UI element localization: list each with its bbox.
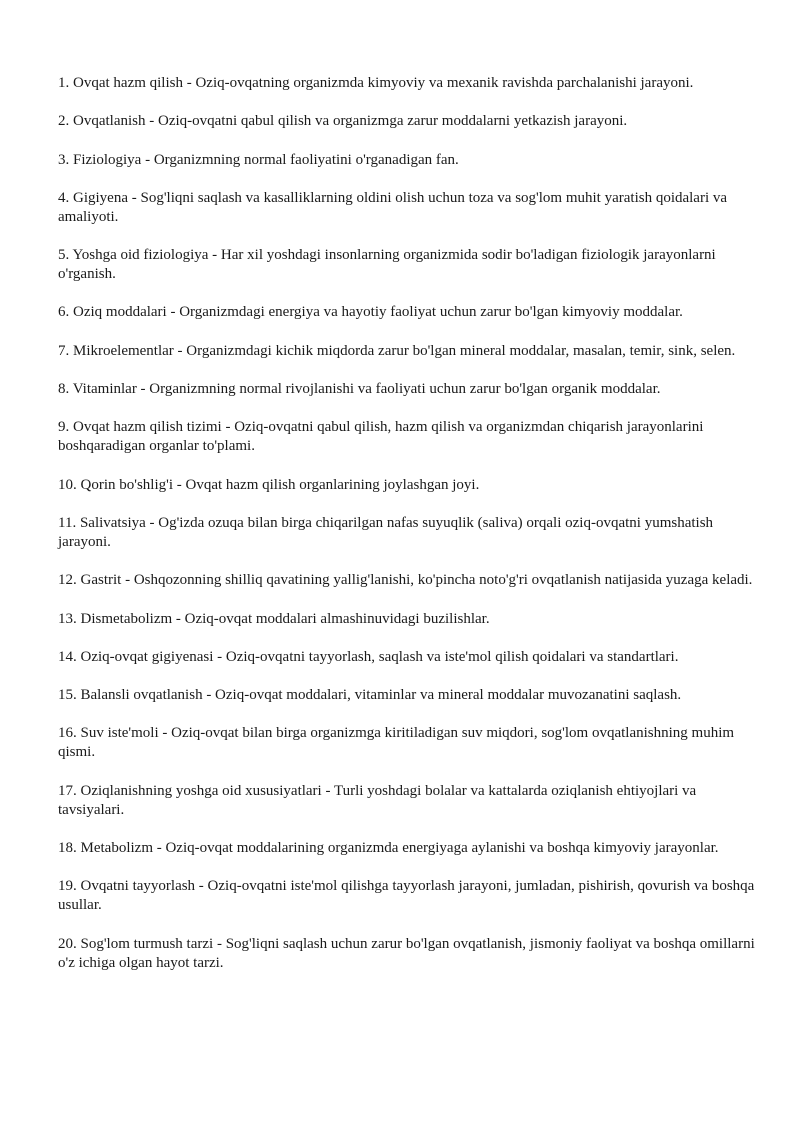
glossary-entry-1: 1. Ovqat hazm qilish - Oziq-ovqatning organizmda kimyoviy va mexanik ravishda parchalanishi jarayoni. bbox=[58, 75, 694, 91]
glossary-entry-11: 11. Salivatsiya - Og'izda ozuqa bilan birga chiqarilgan nafas suyuqlik (saliva) orqali oziq-ovqatni yumshatish jarayoni. bbox=[58, 514, 714, 550]
glossary-entry-20: 20. Sog'lom turmush tarzi - Sog'liqni saqlash uchun zarur bo'lgan ovqatlanish, jismoniy faoliyat va boshqa omillarni o'z ichiga olgan hayot tarzi. bbox=[58, 935, 755, 971]
glossary-entry-17: 17. Oziqlanishning yoshga oid xususiyatlari - Turli yoshdagi bolalar va kattalarda oziqlanish ehtiyojlari va tavsiyalari. bbox=[58, 782, 697, 818]
glossary-entry-8: 8. Vitaminlar - Organizmning normal rivojlanishi va faoliyati uchun zarur bo'lgan organik moddalar. bbox=[58, 381, 661, 398]
glossary-entry-12: 12. Gastrit - Oshqozonning shilliq qavatining yallig'lanishi, ko'pincha noto'g'ri ovqatlanish natijasida yuzaga keladi. bbox=[58, 572, 753, 589]
glossary-entry-2: 2. Ovqatlanish - Oziq-ovqatni qabul qilish va organizmga zarur moddalarni yetkazish jarayoni. bbox=[58, 113, 628, 130]
glossary-entry-16: 16. Suv iste'moli - Oziq-ovqat bilan birga organizmga kiritiladigan suv miqdori, sog'lom ovqatlanishning muhim qismi. bbox=[58, 725, 735, 761]
glossary-entry-15: 15. Balansli ovqatlanish - Oziq-ovqat moddalari, vitaminlar va mineral moddalar muvozanatini saqlash. bbox=[58, 687, 682, 704]
glossary-list bbox=[58, 74, 764, 992]
glossary-entry-3: 3. Fiziologiya - Organizmning normal faoliyatini o'rganadigan fan. bbox=[58, 151, 459, 168]
glossary-entry-6: 6. Oziq moddalari - Organizmdagi energiya va hayotiy faoliyat uchun zarur bo'lgan kimyoviy moddalar. bbox=[58, 304, 683, 321]
glossary-entry-4: 4. Gigiyena - Sog'liqni saqlash va kasalliklarning oldini olish uchun toza va sog'lom muhit yaratish qoidalari va amaliyoti. bbox=[58, 189, 728, 225]
glossary-entry-13: 13. Dismetabolizm - Oziq-ovqat moddalari almashinuvidagi buzilishlar. bbox=[58, 610, 490, 627]
glossary-entry-14: 14. Oziq-ovqat gigiyenasi - Oziq-ovqatni tayyorlash, saqlash va iste'mol qilish qoidalari va standartlari. bbox=[58, 648, 679, 665]
glossary-entry-19: 19. Ovqatni tayyorlash - Oziq-ovqatni iste'mol qilishga tayyorlash jarayoni, jumladan, pishirish, qovurish va boshqa usullar. bbox=[58, 878, 755, 914]
glossary-entry-7: 7. Mikroelementlar - Organizmdagi kichik miqdorda zarur bo'lgan mineral moddalar, masalan, temir, sink, selen. bbox=[58, 342, 736, 359]
glossary-entry-10: 10. Qorin bo'shlig'i - Ovqat hazm qilish organlarining joylashgan joyi. bbox=[58, 476, 480, 493]
glossary-entry-5: 5. Yoshga oid fiziologiya - Har xil yoshdagi insonlarning organizmida sodir bo'ladigan fiziologik jarayonlarni o'rganish. bbox=[58, 247, 716, 283]
glossary-entry-18: 18. Metabolizm - Oziq-ovqat moddalarining organizmda energiyaga aylanishi va boshqa kimyoviy jarayonlar. bbox=[58, 840, 719, 857]
glossary-entry-9: 9. Ovqat hazm qilish tizimi - Oziq-ovqatni qabul qilish, hazm qilish va organizmdan chiqarish jarayonlarini boshqaradigan organlar to'plami. bbox=[58, 419, 704, 455]
